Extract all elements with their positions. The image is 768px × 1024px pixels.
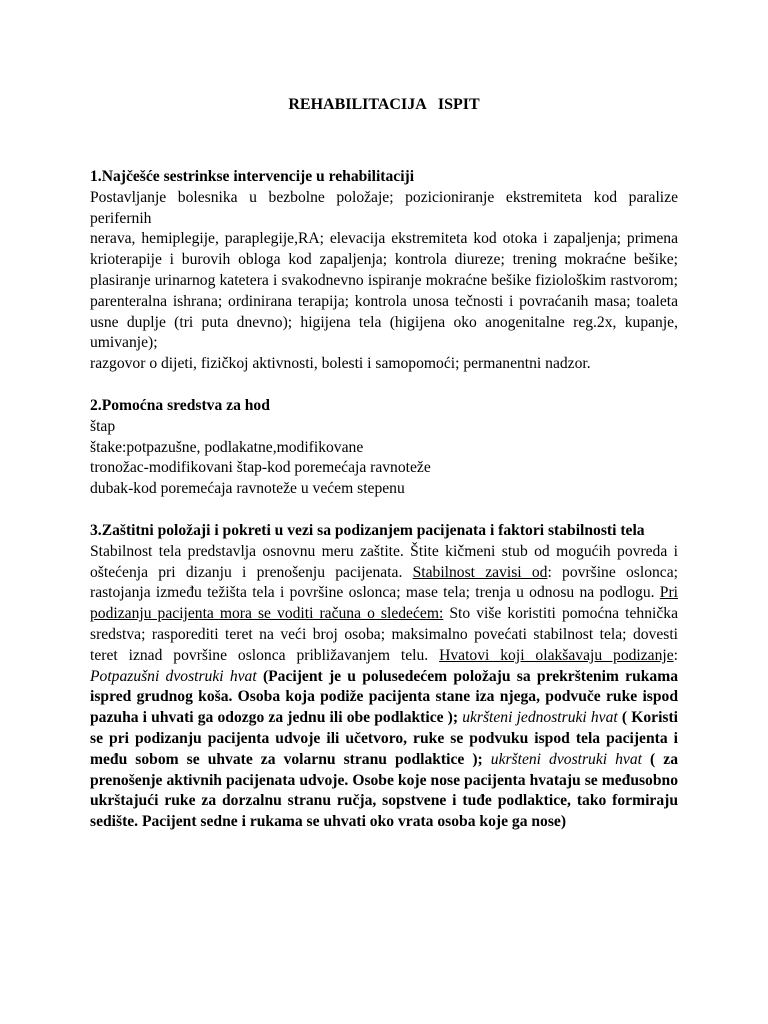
section-3-heading: 3.Zaštitni položaji i pokreti u vezi sa podizanjem pacijenata i faktori stabilnosti tela xyxy=(90,522,645,539)
section-2 xyxy=(90,396,678,500)
underlined-term: Hvatovi koji olakšavaju podizanje xyxy=(439,646,674,664)
bold-text-run: ( za prenošenje aktivnih pacijenata udvoje. Osobe koje nose pacijenta hvataju se međusobno ukrštajući ruke za dorzalnu stranu ručja, sopstvene i tuđe podlaktice, tako formiraju sedište. Pacijent sedne i rukama se uhvati oko vrata osoba koje ga nose) xyxy=(90,750,678,831)
section-1-paragraph-3: razgovor o dijeti, fizičkoj aktivnosti, bolesti i samopomoći; permanentni nadzor. xyxy=(90,355,591,373)
body-text-run: : xyxy=(673,646,678,664)
body-text-run: : površine oslonca; rastojanja između težišta tela i površine oslonca; mase tela; trenja u odnosu na podlogu. xyxy=(90,563,678,602)
walking-aid-item: tronožac-modifikovani štap-kod poremećaja ravnoteže xyxy=(90,459,431,477)
section-3 xyxy=(90,521,678,833)
underlined-term: Pri podizanju pacijenta mora se voditi računa o sledećem: xyxy=(90,584,678,623)
walking-aid-item: štap xyxy=(90,417,116,435)
italic-term: ukršteni dvostruki hvat xyxy=(490,750,642,768)
section-1-paragraph-1: Postavljanje bolesnika u bezbolne položaje; pozicioniranje ekstremiteta kod paralize perifernih xyxy=(90,188,678,227)
underlined-term: Stabilnost zavisi od xyxy=(412,563,548,581)
walking-aid-item: štake:potpazušne, podlakatne,modifikovane xyxy=(90,438,364,456)
italic-term: ukršteni jednostruki hvat xyxy=(462,709,618,727)
body-text-run: Sto više koristiti pomoćna tehnička sredstva; rasporediti teret na veći broj osoba; maksimalno povećati stabilnost tela; dovesti teret iznad površine oslonca približavanjem telu. xyxy=(90,605,678,664)
section-3-body xyxy=(90,542,678,833)
section-1-heading: 1.Najčešće sestrinkse intervencije u rehabilitaciji xyxy=(90,168,415,185)
bold-text-run: (Pacijent je u polusedećem položaju sa prekrštenim rukama ispred grudnog koša. Osoba koja podiže pacijenta stane iza njega, podvuče ruke ispod pazuha i uhvati ga odozgo za jednu ili obe podlaktice ); xyxy=(90,667,679,727)
walking-aid-item: dubak-kod poremećaja ravnoteže u većem stepenu xyxy=(90,480,405,498)
document-title: REHABILITACIJA ISPIT xyxy=(288,96,480,113)
italic-term: Potpazušni dvostruki hvat xyxy=(90,667,257,685)
section-2-heading: 2.Pomoćna sredstva za hod xyxy=(90,397,270,414)
bold-text-run: ( Koristi se pri podizanju pacijenta udvoje ili učetvoro, ruke se podvuku ispod tela pacijenta i među sobom se uhvate za volarnu stranu podlaktice ); xyxy=(90,709,679,768)
body-text-run: Stabilnost tela predstavlja osnovnu meru zaštite. Štite kičmeni stub od mogućih povreda i oštećenja pri dizanju i prenošenju pacijenata. xyxy=(90,542,678,581)
section-1 xyxy=(90,167,678,375)
section-1-paragraph-2: nerava, hemiplegije, paraplegije,RA; elevacija ekstremiteta kod otoka i zapaljenja; primena krioterapije i burovih obloga kod zapaljenja; kontrola diureze; trening mokraćne bešike; plasiranje urinarnog katetera i svakodnevno ispiranje mokraćne bešike fiziološkim rastvorom; parenteralna ishrana; ordinirana terapija; kontrola unosa tečnosti i povraćanih masa; toaleta usne duplje (tri puta dnevno); higijena tela (higijena oko anogenitalne reg.2x, kupanje, umivanje); xyxy=(90,230,678,352)
